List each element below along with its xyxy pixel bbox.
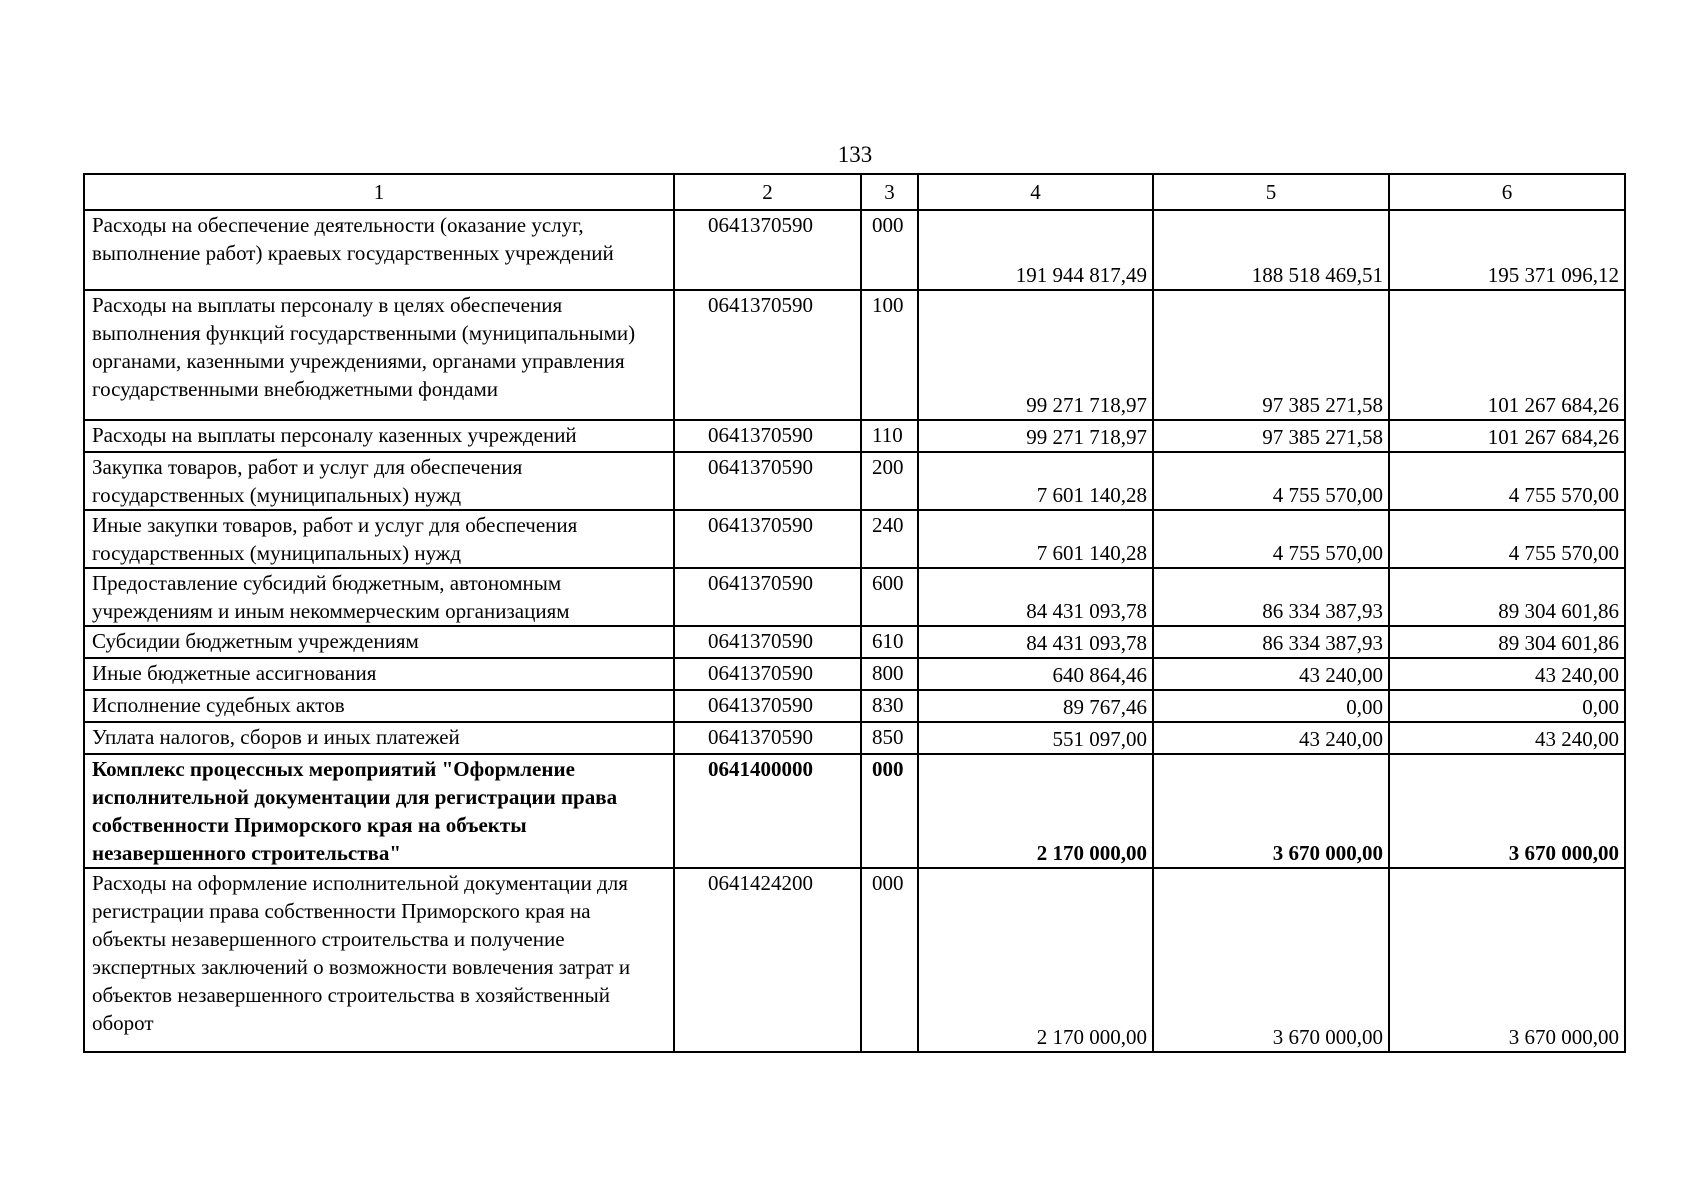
row-value-year2-cell: 3 670 000,00 (1153, 868, 1389, 1052)
row-value-year1-cell: 7 601 140,28 (918, 510, 1153, 568)
column-header-6: 6 (1389, 174, 1625, 210)
row-value-year2-cell: 4 755 570,00 (1153, 452, 1389, 510)
row-value-year2-cell: 86 334 387,93 (1153, 626, 1389, 658)
row-name-cell: Исполнение судебных актов (84, 690, 674, 722)
row-code-cell: 0641424200 (674, 868, 861, 1052)
row-type-cell: 200 (861, 452, 918, 510)
row-value-year3-cell: 101 267 684,26 (1389, 420, 1625, 452)
row-name-cell: Расходы на выплаты персоналу казенных учреждений (84, 420, 674, 452)
row-code-cell: 0641370590 (674, 626, 861, 658)
row-code-cell: 0641370590 (674, 510, 861, 568)
row-type-cell: 600 (861, 568, 918, 626)
row-type-cell: 800 (861, 658, 918, 690)
row-value-year1-cell: 640 864,46 (918, 658, 1153, 690)
row-value-year3-cell: 43 240,00 (1389, 658, 1625, 690)
row-value-year3-cell: 0,00 (1389, 690, 1625, 722)
table-row (84, 754, 1625, 868)
row-value-year1-cell: 99 271 718,97 (918, 290, 1153, 420)
row-code-cell: 0641370590 (674, 210, 861, 290)
row-value-year1-cell: 89 767,46 (918, 690, 1153, 722)
row-value-year3-cell: 89 304 601,86 (1389, 568, 1625, 626)
row-type-cell: 610 (861, 626, 918, 658)
table-row (84, 690, 1625, 722)
row-value-year1-cell: 84 431 093,78 (918, 568, 1153, 626)
table-row (84, 510, 1625, 568)
row-type-cell: 000 (861, 754, 918, 868)
row-value-year2-cell: 3 670 000,00 (1153, 754, 1389, 868)
column-header-1: 1 (84, 174, 674, 210)
table-row (84, 868, 1625, 1052)
row-name-cell: Комплекс процессных мероприятий "Оформление исполнительной документации для регистрации права собственности Приморского края на объекты незавершенного строительства" (84, 754, 674, 868)
row-code-cell: 0641400000 (674, 754, 861, 868)
row-type-cell: 240 (861, 510, 918, 568)
row-value-year1-cell: 191 944 817,49 (918, 210, 1153, 290)
row-value-year2-cell: 86 334 387,93 (1153, 568, 1389, 626)
row-name-cell: Закупка товаров, работ и услуг для обеспечения государственных (муниципальных) нужд (84, 452, 674, 510)
row-value-year3-cell: 101 267 684,26 (1389, 290, 1625, 420)
row-name-cell: Субсидии бюджетным учреждениям (84, 626, 674, 658)
table-row (84, 568, 1625, 626)
row-code-cell: 0641370590 (674, 690, 861, 722)
row-value-year3-cell: 4 755 570,00 (1389, 452, 1625, 510)
table-row (84, 420, 1625, 452)
row-code-cell: 0641370590 (674, 420, 861, 452)
row-name-cell: Уплата налогов, сборов и иных платежей (84, 722, 674, 754)
row-type-cell: 000 (861, 868, 918, 1052)
table-row (84, 210, 1625, 290)
row-code-cell: 0641370590 (674, 568, 861, 626)
column-header-4: 4 (918, 174, 1153, 210)
column-header-3: 3 (861, 174, 918, 210)
row-value-year1-cell: 7 601 140,28 (918, 452, 1153, 510)
row-code-cell: 0641370590 (674, 452, 861, 510)
row-value-year2-cell: 188 518 469,51 (1153, 210, 1389, 290)
table-row (84, 722, 1625, 754)
column-header-5: 5 (1153, 174, 1389, 210)
row-value-year1-cell: 2 170 000,00 (918, 754, 1153, 868)
row-name-cell: Предоставление субсидий бюджетным, автономным учреждениям и иным некоммерческим организациям (84, 568, 674, 626)
row-value-year2-cell: 4 755 570,00 (1153, 510, 1389, 568)
row-name-cell: Иные закупки товаров, работ и услуг для обеспечения государственных (муниципальных) нужд (84, 510, 674, 568)
table-header-row (84, 174, 1625, 210)
row-code-cell: 0641370590 (674, 722, 861, 754)
row-value-year3-cell: 4 755 570,00 (1389, 510, 1625, 568)
row-value-year1-cell: 2 170 000,00 (918, 868, 1153, 1052)
row-type-cell: 850 (861, 722, 918, 754)
page-number: 133 (837, 142, 873, 167)
row-type-cell: 830 (861, 690, 918, 722)
table-row (84, 658, 1625, 690)
row-value-year3-cell: 3 670 000,00 (1389, 868, 1625, 1052)
row-name-cell: Иные бюджетные ассигнования (84, 658, 674, 690)
table-row (84, 452, 1625, 510)
row-value-year3-cell: 3 670 000,00 (1389, 754, 1625, 868)
row-value-year2-cell: 43 240,00 (1153, 658, 1389, 690)
row-value-year1-cell: 84 431 093,78 (918, 626, 1153, 658)
row-value-year2-cell: 97 385 271,58 (1153, 420, 1389, 452)
row-value-year2-cell: 43 240,00 (1153, 722, 1389, 754)
budget-table (83, 173, 1626, 1053)
row-code-cell: 0641370590 (674, 658, 861, 690)
row-value-year3-cell: 89 304 601,86 (1389, 626, 1625, 658)
row-value-year2-cell: 97 385 271,58 (1153, 290, 1389, 420)
row-name-cell: Расходы на обеспечение деятельности (оказание услуг, выполнение работ) краевых государственных учреждений (84, 210, 674, 290)
column-header-2: 2 (674, 174, 861, 210)
row-value-year2-cell: 0,00 (1153, 690, 1389, 722)
row-value-year3-cell: 195 371 096,12 (1389, 210, 1625, 290)
row-value-year1-cell: 551 097,00 (918, 722, 1153, 754)
row-type-cell: 110 (861, 420, 918, 452)
row-value-year3-cell: 43 240,00 (1389, 722, 1625, 754)
table-body (84, 210, 1625, 1052)
table-row (84, 290, 1625, 420)
row-value-year1-cell: 99 271 718,97 (918, 420, 1153, 452)
row-name-cell: Расходы на оформление исполнительной документации для регистрации права собственности Приморского края на объекты незавершенного строительства и получение экспертных заключений о возможности вовлечения затрат и объектов незавершенного строительства в хозяйственный оборот (84, 868, 674, 1052)
row-code-cell: 0641370590 (674, 290, 861, 420)
row-name-cell: Расходы на выплаты персоналу в целях обеспечения выполнения функций государственными (муниципальными) органами, казенными учреждениями, органами управления государственными внебюджетными фондами (84, 290, 674, 420)
row-type-cell: 000 (861, 210, 918, 290)
row-type-cell: 100 (861, 290, 918, 420)
table-row (84, 626, 1625, 658)
